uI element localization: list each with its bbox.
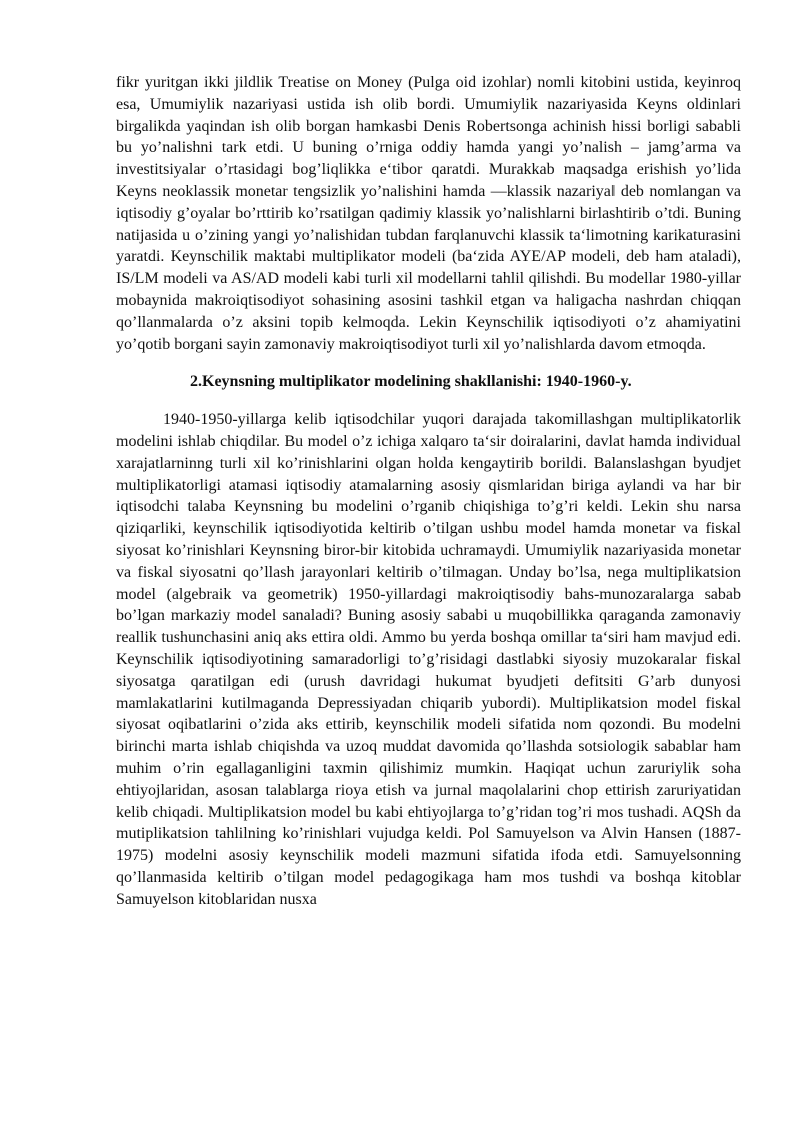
body-paragraph: fikr yuritgan ikki jildlik Treatise on Money (Pulga oid izohlar) nomli kitobini ustida, keyinroq esa, Umumiylik nazariyasi ustida ish olib bordi. Umumiylik nazariyasida Keyns oldinlari birgalikda yaqindan ish olib borgan hamkasbi Denis Robertsonga achinish hissi borligi sababli bu yo’nalishni tark etdi. U buning o’rniga oddiy hamda yangi yo’nalish – jamg’arma va investitsiyalar o’rtasidagi bog’liqlikka e‘tibor qaratdi. Murakkab maqsadga erishish yo’lida Keyns neoklassik monetar tengsizlik yo’nalishini hamda ―klassik nazariya‖ deb nomlangan va iqtisodiy g’oyalar bo’rttirib ko’rsatilgan qadimiy klassik yo’nalishlarni birlashtirib o’tdi. Buning natijasida u o’zining yangi yo’nalishidan tubdan farqlanuvchi klassik ta‘limotning karikaturasini yaratdi. Keynschilik maktabi multiplikator modeli (ba‘zida AYE/AP modeli, deb ham ataladi), IS/LM modeli va AS/AD modeli kabi turli xil modellarni tahlil qilishdi. Bu modellar 1980-yillar mobaynida makroiqtisodiyot sohasining asosini tashkil etgan va haligacha nashrdan chiqqan qo’llanmalarda o’z aksini topib kelmoqda. Lekin Keynschilik iqtisodiyoti o’z ahamiyatini yo’qotib borgani sayin zamonaviy makroiqtisodiyot turli xil yo’nalishlarda davom etmoqda. bbox=[116, 74, 741, 353]
body-paragraph: 1940-1950-yillarga kelib iqtisodchilar yuqori darajada takomillashgan multiplikatorlik modelini ishlab chiqdilar. Bu model o’z ichiga xalqaro ta‘sir doiralarini, davlat hamda individual xarajatlarninng turli xil ko’rinishlarini olgan holda kengaytirib borildi. Balanslashgan byudjet multiplikatorligi atamasi iqtisodiy atamalarning asosiy qismlaridan biriga aylandi va har bir iqtisodchi talaba Keynsning bu modelini o’rganib chiqishiga to’g’ri keldi. Lekin shu narsa qiziqarliki, keynschilik iqtisodiyotida keltirib o’tilgan ushbu model hamda monetar va fiskal siyosat ko’rinishlari Keynsning biror-bir kitobida uchramaydi. Umumiylik nazariyasida monetar va fiskal siyosatni qo’llash jarayonlari keltirib o’tilmagan. Unday bo’lsa, nega multiplikatsion model (algebraik va geometrik) 1950-yillardagi makroiqtisodiy bahs-munozaralarga sabab bo’lgan markaziy model sanaladi? Buning asosiy sababi u muqobillikka qaraganda zamonaviy reallik tushunchasini aniq aks ettira oldi. Ammo bu yerda boshqa omillar ta‘siri ham mavjud edi. Keynschilik iqtisodiyotining samaradorligi to’g’risidagi dastlabki siyosiy muzokaralar fiskal siyosatga qaratilgan edi (urush davridagi hukumat byudjeti defitsiti G’arb dunyosi mamlakatlarini kutilmaganda Depressiyadan chiqarib yubordi). Multiplikatsion model fiskal siyosat oqibatlarini o’zida aks ettirib, keynschilik modeli sifatida nom qozondi. Bu modelni birinchi marta ishlab chiqishda va uzoq muddat davomida qo’llashda sotsiologik sabablar ham muhim o’rin egallaganligini taxmin qilishimiz mumkin. Haqiqat uchun zaruriylik soha ehtiyojlaridan, asosan talablarga rioya etish va jurnal maqolalarini chop ettirish zaruriyatidan kelib chiqadi. Multiplikatsion model bu kabi ehtiyojlarga to’g’ridan tog’ri mos tushadi. AQSh da mutiplikatsion tahlilning ko’rinishlari vujudga keldi. Pol Samuyelson va Alvin Hansen (1887-1975) modelni asosiy keynschilik modeli mazmuni sifatida ifoda etdi. Samuyelsonning qo’llanmasida keltirib o’tilgan model pedagogikaga ham mos tushdi va boshqa kitoblar Samuyelson kitoblaridan nusxa bbox=[116, 411, 741, 908]
section-heading: 2.Keynsning multiplikator modelining shakllanishi: 1940-1960-y. bbox=[190, 373, 632, 391]
document-page bbox=[116, 72, 741, 910]
